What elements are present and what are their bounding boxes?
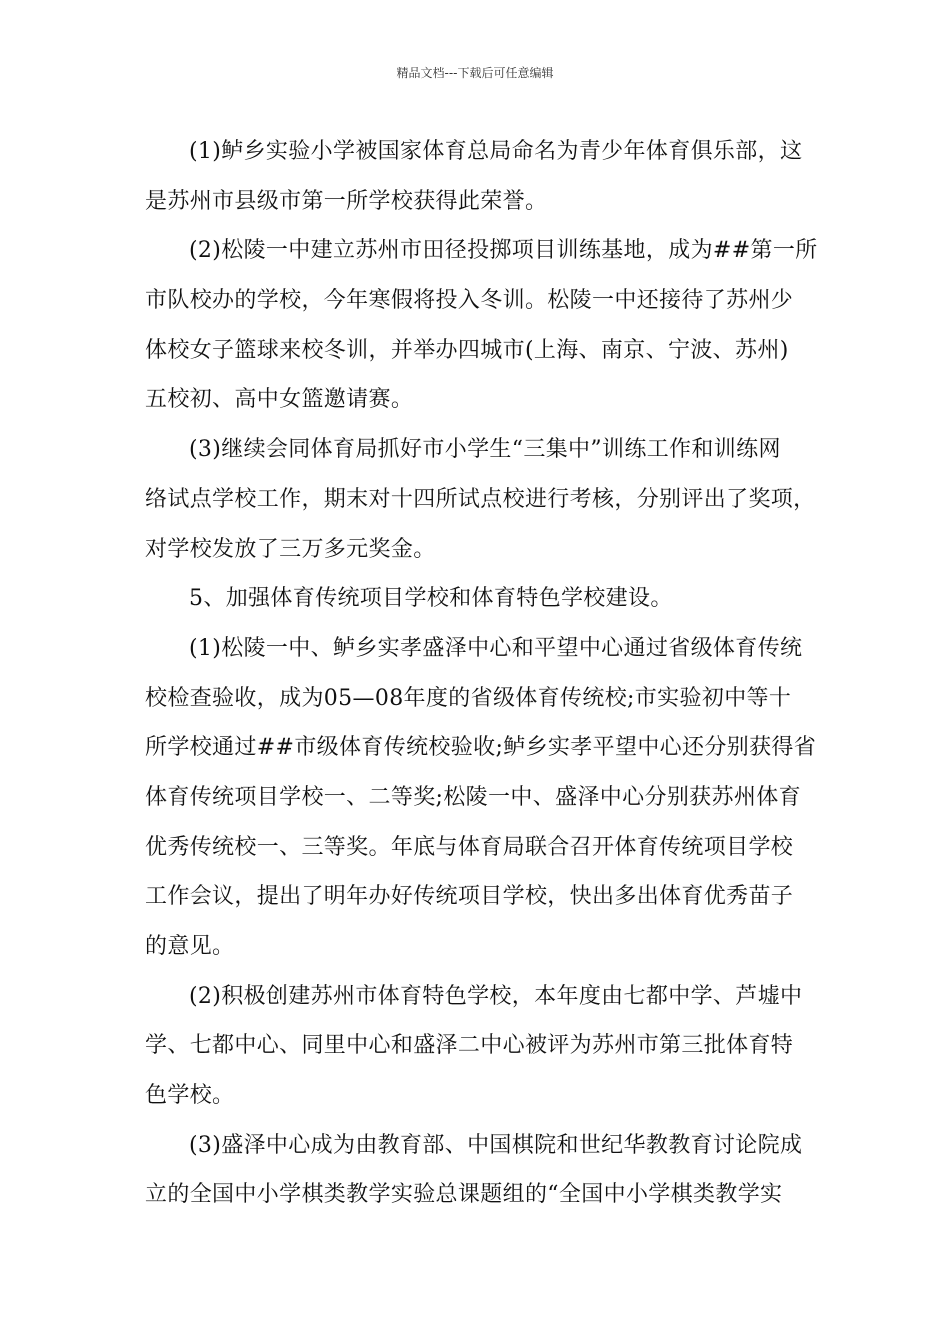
text-line: 立的全国中小学棋类教学实验总课题组的“全国中小学棋类教学实: [145, 1182, 783, 1208]
text-line: 市队校办的学校，今年寒假将投入冬训。松陵一中还接待了苏州少: [145, 288, 794, 314]
page-header: 精品文档---下载后可任意编辑: [396, 66, 554, 80]
text-line: 色学校。: [145, 1083, 235, 1109]
document-body: [145, 127, 831, 1220]
text-line: 体育传统项目学校一、二等奖;松陵一中、盛泽中心分别获苏州体育: [145, 784, 801, 810]
text-line: 是苏州市县级市第一所学校获得此荣誉。: [145, 188, 548, 214]
text-line: 校检查验收，成为05—08年度的省级体育传统校;市实验初中等十: [145, 685, 792, 711]
text-line: 络试点学校工作，期末对十四所试点校进行考核，分别评出了奖项，: [145, 486, 816, 512]
text-line: 优秀传统校一、三等奖。年底与体育局联合召开体育传统项目学校: [145, 834, 794, 860]
text-line: (2)松陵一中建立苏州市田径投掷项目训练基地，成为##第一所: [189, 238, 818, 264]
section-heading: 5、加强体育传统项目学校和体育特色学校建设。: [189, 586, 673, 612]
text-line: 工作会议，提出了明年办好传统项目学校，快出多出体育优秀苗子: [145, 884, 794, 910]
text-line: (2)积极创建苏州市体育特色学校，本年度由七都中学、芦墟中: [189, 983, 803, 1009]
text-line: (1)松陵一中、鲈乡实孝盛泽中心和平望中心通过省级体育传统: [189, 635, 803, 661]
text-line: 所学校通过##市级体育传统校验收;鲈乡实孝平望中心还分别获得省: [145, 735, 817, 761]
text-line: 五校初、高中女篮邀请赛。: [145, 387, 414, 413]
text-line: 学、七都中心、同里中心和盛泽二中心被评为苏州市第三批体育特: [145, 1033, 794, 1059]
text-block: [145, 127, 831, 1220]
text-line: (3)盛泽中心成为由教育部、中国棋院和世纪华教教育讨论院成: [189, 1132, 803, 1158]
text-line: 体校女子篮球来校冬训，并举办四城市(上海、南京、宁波、苏州): [145, 337, 789, 363]
text-line: 的意见。: [145, 934, 235, 959]
text-line: (1)鲈乡实验小学被国家体育总局命名为青少年体育俱乐部，这: [189, 139, 803, 164]
text-line: (3)继续会同体育局抓好市小学生“三集中”训练工作和训练网: [189, 437, 781, 463]
text-line: 对学校发放了三万多元奖金。: [145, 536, 436, 562]
